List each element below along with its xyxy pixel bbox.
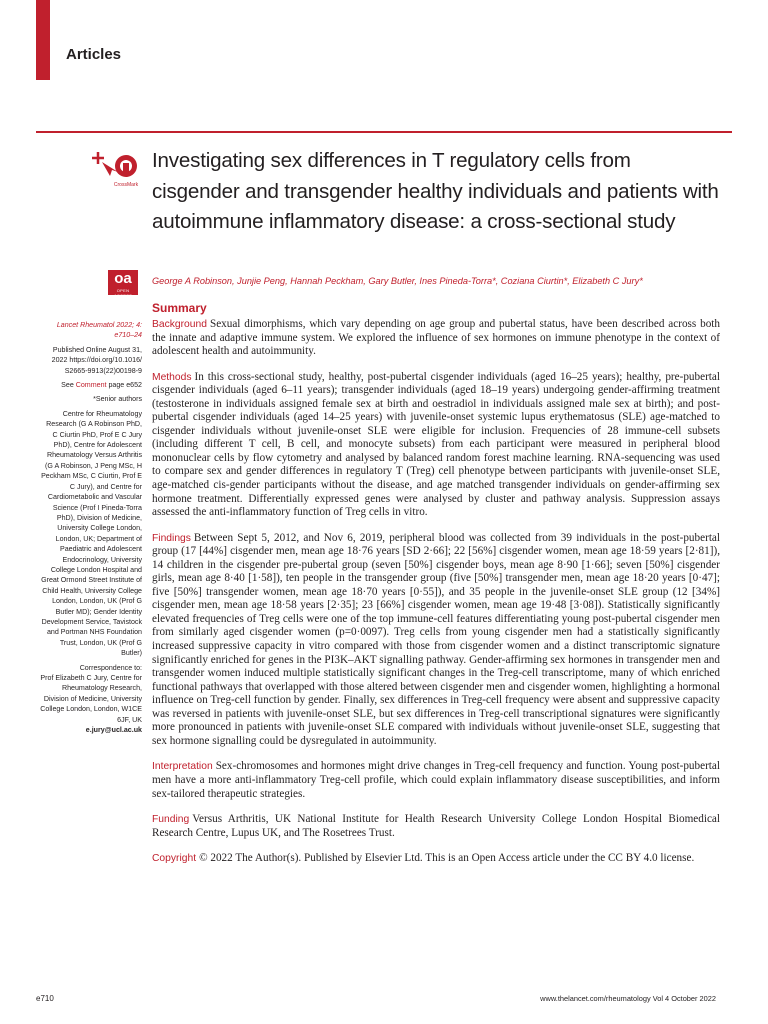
abstract-methods: Methods In this cross-sectional study, healthy, post-pubertal cisgender individuals (aged 16–25 years); healthy, pre-pubertal cisgender individuals (aged 6–11 years); transgender individuals (aged 18–19 years) undergoing gender-affirming treatment (testosterone in individuals assigned female sex at birth and oestradiol in individuals assigned male sex at birth); and post-pubertal cisgender individuals (aged 14–25 years) with juvenile-onset systemic lupus erythematosus (SLE) age-matched to cisgender individuals without juvenile-onset SLE were eligible for inclusion. Frequencies of 28 immune-cell subsets (including different T cell, B cell, and monocyte subsets) from each participant were measured in peripheral blood mononuclear cells by flow cytometry and analysed by balanced random forest machine learning. RNA-sequencing was used to compare sex and gender differences in regulatory T (Treg) cell phenotype between participants with juvenile-onset SLE, age-matched cis-gender participants without the disease, and age matched transgender individuals on gender-affirming sex hormone treatment. Differentially expressed genes were analysed by cluster and pathway analysis. Suppression assays assessed the anti-inflammatory function of Treg cells in vitro. [152, 370, 720, 519]
abstract [152, 318, 720, 878]
section-label: Articles [66, 46, 122, 63]
see-comment: See Comment page e652 [61, 381, 142, 390]
footer-journal-info: www.thelancet.com/rheumatology Vol 4 October 2022 [540, 994, 716, 1003]
open-access-badge [108, 270, 138, 298]
abstract-background: Background Sexual dimorphisms, which vary depending on age group and pubertal status, have been described across both the innate and adaptive immune system. We explored the influence of sex hormones on immune phenotype in the context of adolescent health and autoimmunity. [152, 318, 720, 358]
senior-authors-note: *Senior authors [93, 395, 142, 404]
published-info: Published Online August 31, 2022 https://doi.org/10.1016/ S2665-9913(22)00198-9 [51, 345, 142, 375]
abstract-copyright: Copyright © 2022 The Author(s). Published by Elsevier Ltd. This is an Open Access article under the CC BY 4.0 license. [152, 852, 695, 865]
sidebar [40, 320, 142, 739]
journal-color-bar [36, 0, 50, 80]
page-number: e710 [36, 994, 54, 1003]
oa-badge-small: OPEN ACCESS [113, 288, 133, 298]
journal-citation: Lancet Rheumatol 2022; 4: e710–24 [56, 321, 142, 340]
email-link[interactable]: e.jury@ucl.ac.uk [85, 726, 142, 735]
abstract-interpretation: Interpretation Sex-chromosomes and hormones might drive changes in Treg-cell frequency and function. Young post-pubertal men have a more anti-inflammatory Treg-cell profile, which could explain inflammatory disease susceptibilities, and inform sex-tailored therapeutic strategies. [152, 760, 720, 800]
author-list: George A Robinson, Junjie Peng, Hannah Peckham, Gary Butler, Ines Pineda-Torra*, Coziana Ciurtin*, Elizabeth C Jury* [152, 276, 643, 286]
funding-heading: Funding [152, 814, 190, 826]
interpretation-heading: Interpretation [152, 761, 213, 773]
summary-heading: Summary [152, 301, 207, 315]
header-rule [36, 131, 732, 133]
article-title: Investigating sex differences in T regulatory cells from cisgender and transgender healthy individuals and patients with autoimmune inflammatory disease: a cross-sectional study [152, 149, 719, 233]
abstract-findings: Findings Between Sept 5, 2012, and Nov 6, 2019, peripheral blood was collected from 39 individuals in the post-pubertal group (17 [44%] cisgender men, mean age 18·76 years [SD 2·66]; 22 [56%] cisgender women, mean age 18·59 years [2·81]), 14 children in the cisgender pre-pubertal group (seven [50%] cisgender boys, mean age 8·90 [1·66]; seven [50%] cisgender girls, mean age 8·40 [1·58]), ten people in the transgender group (five [50%] transgender men, mean age 18·20 years [0·47]; five [50%] transgender women, mean age 18·70 years [0·55]), and 35 people in the juvenile-onset SLE group (12 [34%] cisgender men, mean age 18·58 years [2·35]; 23 [66%] cisgender women, mean age 19·48 [3·08]). Statistically significantly elevated frequencies of Treg cells were one of the top immune-cell features differentiating young post-pubertal cisgender men from similarly aged cisgender women (p=0·0097). Treg cells from young cisgender men had a statistically significantly increased suppressive capacity in vitro compared with those from cisgender women and a distinct transcriptomic signature significantly enriched for genes in the PI3K–AKT signalling pathway. Gender-affirming sex hormones in transgender men and transgender women induced multiple statistically significant changes in the Treg-cell transcriptome, many of which enriched functional pathways that overlapped with those altered between cisgender men and cisgender women, highlighting a hormonal influence on Treg-cell function by gender. Finally, sex differences in Treg-cell frequency were absent and suppressive capacity was reversed in patients with juvenile-onset SLE, but sex differences in Treg-cell transcriptional signatures were significantly more pronounced in patients with juvenile-onset SLE compared with individuals without juvenile-onset SLE, suggesting that sex hormone signalling could be dysregulated in autoimmunity. [152, 531, 720, 747]
background-heading: Background [152, 319, 207, 330]
correspondence: Correspondence to: Prof Elizabeth C Jury, Centre for Rheumatology Research, Division of Medicine, University College London, London, W1CE 6JF, UK e.jury@ucl.ac.uk [40, 663, 142, 735]
crossmark-icon[interactable] [90, 150, 140, 190]
methods-heading: Methods [152, 371, 192, 383]
comment-link[interactable]: Comment [75, 381, 107, 390]
abstract-funding: Funding Versus Arthritis, UK National Institute for Health Research University College London Hospital Biomedical Research Centre, Lupus UK, and The Rosetrees Trust. [152, 813, 720, 839]
oa-badge-big: oa [114, 270, 132, 287]
affiliations: Centre for Rheumatology Research (G A Robinson PhD, C Ciurtin PhD, Prof E C Jury PhD), Centre for Adolescent Rheumatology Versus Arthritis (G A Robinson, J Peng MSc, H Peckham MSc, C Ciurtin, Prof E C Jury), and Centre for Cardiometabolic and Vascular Science (Prof I Pineda-Torra PhD), Division of Medicine, University College London, London, UK; Department of Paediatric and Adolescent Endocrinology, University College London Hospital and Great Ormond Street Institute of Child Health, University College London, London, UK (Prof G Butler MD); Gender Identity Development Service, Tavistock and Portman NHS Foundation Trust, London, UK (Prof G Butler) [41, 409, 142, 658]
copyright-heading: Copyright [152, 853, 197, 865]
crossmark-label: CrossMark [113, 182, 139, 188]
findings-heading: Findings [152, 532, 191, 544]
